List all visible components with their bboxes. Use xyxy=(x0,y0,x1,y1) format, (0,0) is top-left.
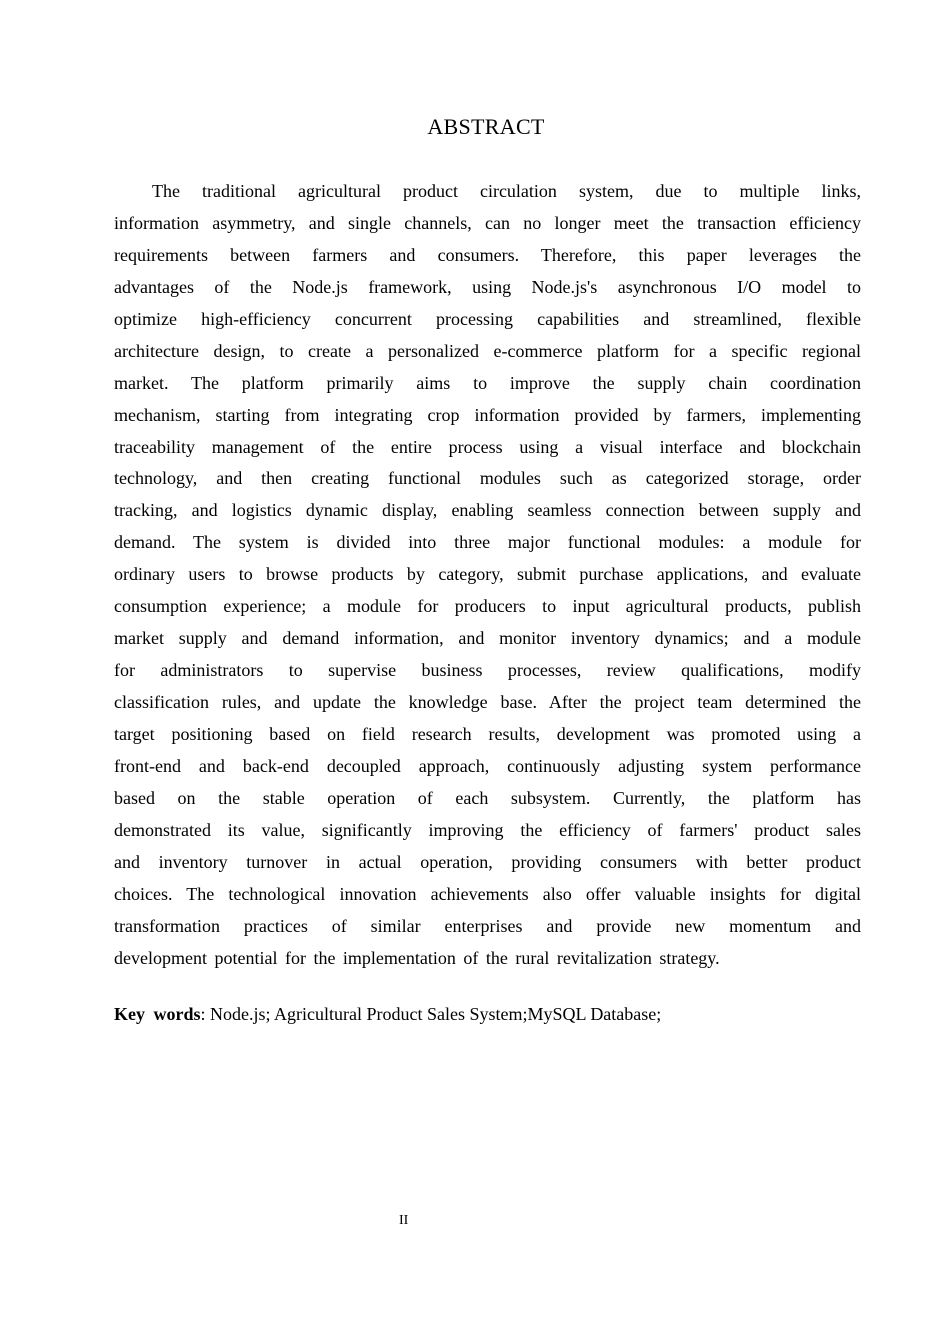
abstract-line: transformation practices of similar enterprises and provide new momentum and xyxy=(114,915,861,936)
abstract-line: development potential for the implementation of the rural revitalization strategy. xyxy=(114,947,720,968)
abstract-line: architecture design, to create a personalized e-commerce platform for a specific regional xyxy=(114,340,861,361)
abstract-line: consumption experience; a module for producers to input agricultural products, publish xyxy=(114,596,861,617)
abstract-line: for administrators to supervise business processes, review qualifications, modify xyxy=(114,660,861,681)
abstract-line: market. The platform primarily aims to improve the supply chain coordination xyxy=(114,372,861,393)
keywords-label: Key words xyxy=(114,1004,201,1024)
abstract-line: information asymmetry, and single channels, can no longer meet the transaction efficiency xyxy=(114,212,861,233)
abstract-line: based on the stable operation of each subsystem. Currently, the platform has xyxy=(114,787,861,808)
abstract-line: ordinary users to browse products by category, submit purchase applications, and evaluate xyxy=(114,564,861,585)
abstract-line: tracking, and logistics dynamic display, enabling seamless connection between supply and xyxy=(114,500,861,521)
keywords-line xyxy=(114,1000,661,1028)
abstract-line: requirements between farmers and consumers. Therefore, this paper leverages the xyxy=(114,244,861,265)
abstract-body xyxy=(114,176,861,974)
abstract-line: The traditional agricultural product circulation system, due to multiple links, xyxy=(152,181,861,201)
keywords-text: : Node.js; Agricultural Product Sales System;MySQL Database; xyxy=(200,1004,662,1024)
abstract-line: demand. The system is divided into three major functional modules: a module for xyxy=(114,532,861,553)
abstract-line: technology, and then creating functional modules such as categorized storage, order xyxy=(114,468,861,489)
abstract-title: ABSTRACT xyxy=(427,114,545,139)
abstract-line: advantages of the Node.js framework, using Node.js's asynchronous I/O model to xyxy=(114,276,861,297)
abstract-line: traceability management of the entire process using a visual interface and blockchain xyxy=(114,436,861,457)
abstract-line: market supply and demand information, and monitor inventory dynamics; and a module xyxy=(114,628,861,649)
page-number: II xyxy=(399,1213,409,1228)
abstract-line: demonstrated its value, significantly improving the efficiency of farmers' product sales xyxy=(114,819,861,840)
abstract-line: front-end and back-end decoupled approach, continuously adjusting system performance xyxy=(114,755,861,776)
abstract-line: target positioning based on field research results, development was promoted using a xyxy=(114,723,861,744)
abstract-line: mechanism, starting from integrating crop information provided by farmers, implementing xyxy=(114,404,861,425)
abstract-line: optimize high-efficiency concurrent processing capabilities and streamlined, flexible xyxy=(114,308,861,329)
abstract-line: classification rules, and update the knowledge base. After the project team determined the xyxy=(114,692,861,712)
abstract-line: choices. The technological innovation achievements also offer valuable insights for digital xyxy=(114,883,861,904)
abstract-line: and inventory turnover in actual operation, providing consumers with better product xyxy=(114,851,861,872)
